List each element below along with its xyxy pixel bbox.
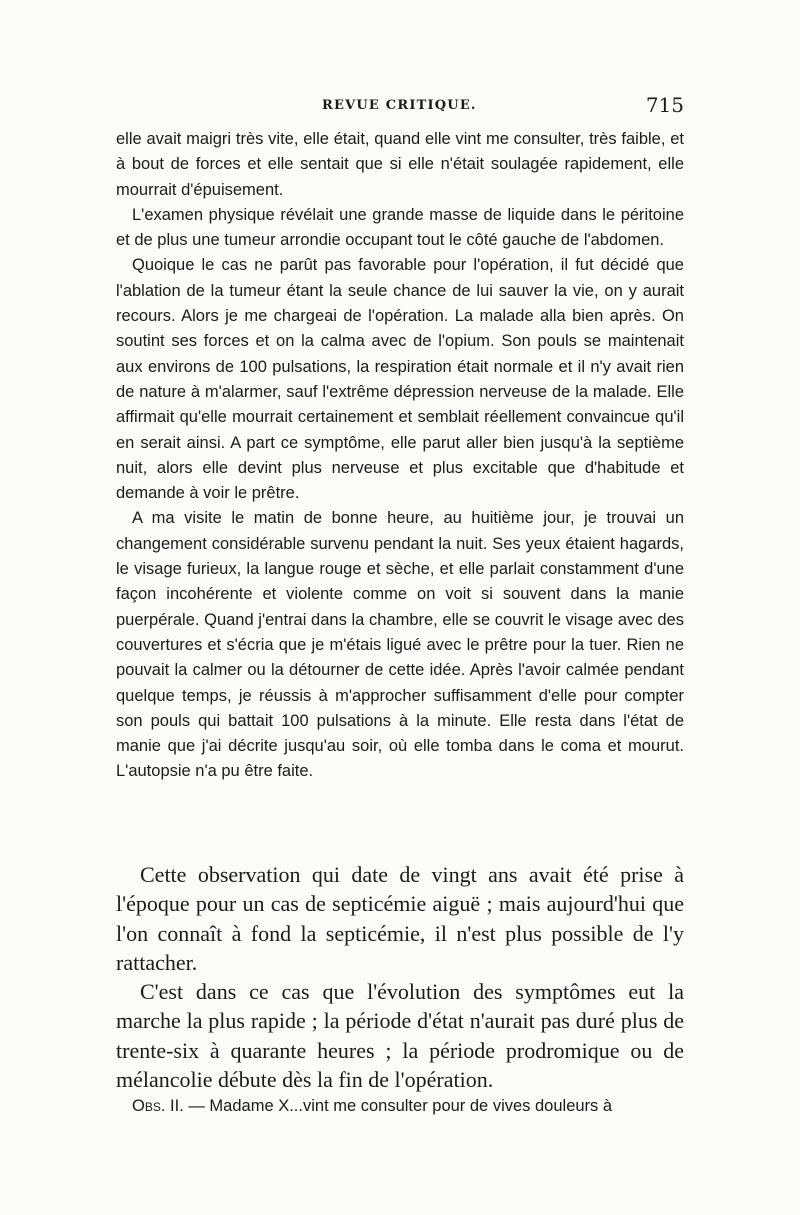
paragraph-evolution-comment: C'est dans ce cas que l'évolution des symptômes eut la marche la plus rapide ; la période d'état n'aurait pas duré plus de trente-six à quarante heures ; la période prodromique ou de mélancolie débute dès la fin de l'opération. (116, 979, 684, 1093)
observation-heading-line (116, 1094, 684, 1119)
paragraph-eighth-day: A ma visite le matin de bonne heure, au huitième jour, je trouvai un changement considérable survenu pendant la nuit. Ses yeux étaient hagards, le visage furieux, la langue rouge et sèche, et elle parlait constamment d'une façon incohérente et violente comme on voit si souvent dans la manie puerpérale. Quand j'entrai dans la chambre, elle se couvrit le visage avec des couvertures et s'écria que je m'étais ligué avec le prêtre pour la tuer. Rien ne pouvait la calmer ou la détourner de cette idée. Après l'avoir calmée pendant quelque temps, je réussis à m'approcher suffisamment d'elle pour compter son pouls qui battait 100 pulsations à la minute. Elle resta dans l'état de manie que j'ai décrite jusqu'au soir, où elle tomba dans le coma et mourut. L'autopsie n'a pu être faite. (116, 509, 684, 781)
paragraph-examination: L'examen physique révélait une grande masse de liquide dans le péritoine et de plus une tumeur arrondie occupant tout le côté gauche de l'abdomen. (116, 205, 684, 250)
page-number: 715 (645, 93, 684, 117)
book-page (116, 0, 684, 1215)
paragraph-continued: elle avait maigri très vite, elle était, quand elle vint me consulter, très faible, et à bout de forces et elle sentait que si elle n'était soulagée rapidement, elle mourrait d'épuisement. (116, 130, 684, 199)
running-title: REVUE CRITIQUE. (322, 98, 477, 113)
page-header (116, 93, 684, 120)
observation-text: — Madame X...vint me consulter pour de vives douleurs à (183, 1097, 613, 1115)
paragraph-observation-comment: Cette observation qui date de vingt ans avait été prise à l'époque pour un cas de septicémie aiguë ; mais aujourd'hui que l'on connaît à fond la septicémie, il n'est plus possible de l'y rattacher. (116, 862, 684, 975)
case-report-text (116, 127, 684, 785)
paragraph-operation: Quoique le cas ne parût pas favorable pour l'opération, il fut décidé que l'ablation de la tumeur étant la seule chance de lui sauver la vie, on y aurait recours. Alors je me chargeai de l'opération. La malade alla bien après. On soutint ses forces et on la calma avec de l'opium. Son pouls se maintenait aux environs de 100 pulsations, la respiration était normale et il n'y avait rien de nature à m'alarmer, sauf l'extrême dépression nerveuse de la malade. Elle affirmait qu'elle mourrait certainement et semblait réellement convaincue qu'il en serait ainsi. A part ce symptôme, elle parut aller bien jusqu'à la septième nuit, alors elle devint plus nerveuse et plus excitable que d'habitude et demande à voir le prêtre. (116, 256, 684, 503)
commentary-text (116, 860, 684, 1094)
observation-label: Obs. II. (132, 1097, 184, 1115)
